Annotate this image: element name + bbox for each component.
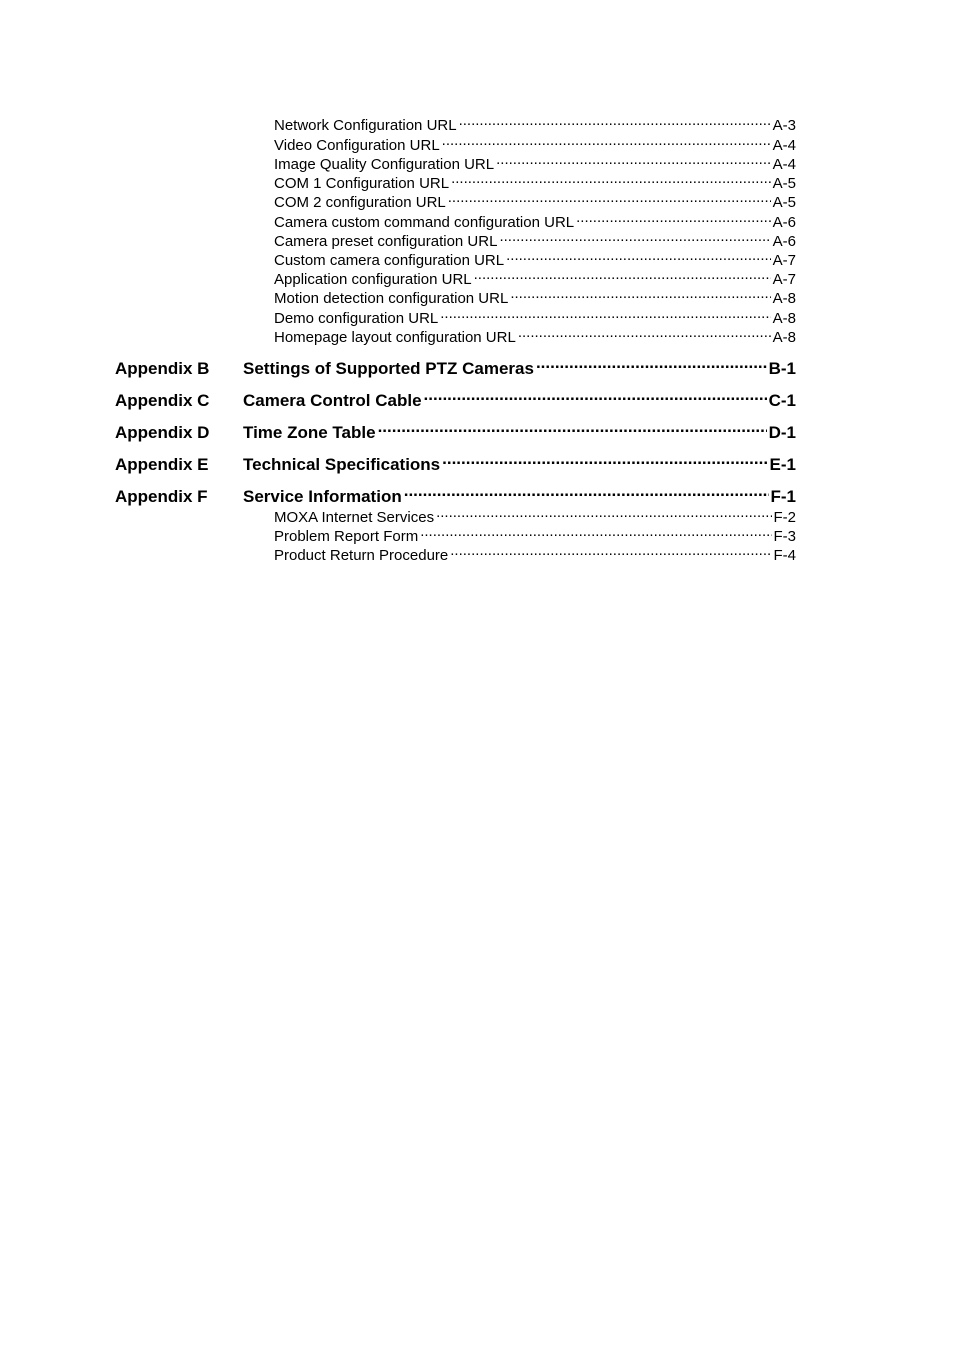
dot-leader	[436, 507, 771, 522]
toc-page-number: A-5	[772, 194, 796, 211]
appendix-label: Appendix E	[115, 455, 209, 474]
toc-page-number: D-1	[768, 423, 796, 442]
appendix-label: Appendix D	[115, 423, 210, 442]
toc-entry-com2-configuration-url[interactable]	[274, 192, 796, 211]
toc-page-number: A-6	[772, 233, 796, 250]
toc-page-number: C-1	[768, 391, 796, 410]
toc-entry-title: Application configuration URL	[274, 271, 472, 288]
toc-entry-title: COM 1 Configuration URL	[274, 175, 450, 192]
toc-entry-com1-configuration-url[interactable]	[274, 173, 796, 192]
toc-page-number: A-8	[772, 290, 796, 307]
toc-entry-camera-custom-command-configuration-url[interactable]	[274, 212, 796, 231]
toc-entry-title: Time Zone Table	[243, 423, 376, 442]
toc-entry-demo-configuration-url[interactable]	[274, 308, 796, 327]
toc-entry-moxa-internet-services[interactable]	[274, 507, 796, 526]
dot-leader	[378, 421, 767, 438]
dot-leader	[576, 212, 771, 227]
toc-appendix-c[interactable]	[115, 389, 796, 411]
toc-page-number: F-4	[773, 547, 796, 564]
toc-entry-title: MOXA Internet Services	[274, 509, 435, 526]
toc-entry-network-configuration-url[interactable]	[274, 115, 796, 134]
appendix-label: Appendix C	[115, 391, 210, 410]
toc-page-number: A-4	[772, 137, 796, 154]
toc-entry-title: Video Configuration URL	[274, 137, 440, 154]
dot-leader	[448, 192, 771, 207]
dot-leader	[442, 135, 771, 150]
toc-page-number: A-3	[772, 117, 796, 134]
dot-leader	[536, 357, 767, 374]
toc-entry-title: Service Information	[243, 487, 402, 506]
toc-entry-camera-preset-configuration-url[interactable]	[274, 231, 796, 250]
toc-page-number: F-2	[773, 509, 796, 526]
dot-leader	[442, 453, 767, 470]
toc-entry-title: Technical Specifications	[243, 455, 441, 474]
toc-page-number: F-3	[773, 528, 796, 545]
toc-entry-video-configuration-url[interactable]	[274, 135, 796, 154]
appendix-label: Appendix F	[115, 487, 208, 506]
toc-page-number: E-1	[769, 455, 796, 474]
toc-page-number: A-6	[772, 214, 796, 231]
dot-leader	[450, 545, 771, 560]
toc-entry-motion-detection-configuration-url[interactable]	[274, 288, 796, 307]
toc-entry-title: Motion detection configuration URL	[274, 290, 509, 307]
appendix-label: Appendix B	[115, 359, 210, 378]
toc-entry-title: Problem Report Form	[274, 528, 419, 545]
dot-leader	[496, 154, 771, 169]
toc-entry-title: Camera custom command configuration URL	[274, 214, 575, 231]
toc-entry-title: Camera preset configuration URL	[274, 233, 498, 250]
toc-entry-image-quality-configuration-url[interactable]	[274, 154, 796, 173]
dot-leader	[474, 269, 771, 284]
dot-leader	[440, 308, 770, 323]
toc-entry-custom-camera-configuration-url[interactable]	[274, 250, 796, 269]
toc-entry-homepage-layout-configuration-url[interactable]	[274, 327, 796, 346]
dot-leader	[499, 231, 770, 246]
toc-page-number: A-7	[772, 252, 796, 269]
toc-page-number: F-1	[770, 487, 796, 506]
toc-entry-title: Settings of Supported PTZ Cameras	[243, 359, 534, 378]
toc-page-number: A-8	[772, 329, 796, 346]
dot-leader	[424, 389, 767, 406]
dot-leader	[451, 173, 771, 188]
toc-entry-application-configuration-url[interactable]	[274, 269, 796, 288]
dot-leader	[510, 288, 770, 303]
toc-entry-title: Product Return Procedure	[274, 547, 449, 564]
toc-appendix-d[interactable]	[115, 421, 796, 443]
toc-page-number: A-8	[772, 310, 796, 327]
toc-appendix-e[interactable]	[115, 453, 796, 475]
toc-appendix-f[interactable]	[115, 485, 796, 507]
dot-leader	[506, 250, 771, 265]
toc-entry-title: Custom camera configuration URL	[274, 252, 505, 269]
toc-entry-title: Network Configuration URL	[274, 117, 457, 134]
toc-page-number: A-4	[772, 156, 796, 173]
toc-appendix-b[interactable]	[115, 357, 796, 379]
toc-entry-title: Homepage layout configuration URL	[274, 329, 516, 346]
dot-leader	[518, 327, 771, 342]
toc-entry-product-return-procedure[interactable]	[274, 545, 796, 564]
toc-entry-title: Demo configuration URL	[274, 310, 439, 327]
toc-entry-title: Camera Control Cable	[243, 391, 422, 410]
toc-entry-title: Image Quality Configuration URL	[274, 156, 495, 173]
dot-leader	[459, 115, 771, 130]
toc-page-number: A-5	[772, 175, 796, 192]
toc-entry-title: COM 2 configuration URL	[274, 194, 446, 211]
dot-leader	[420, 526, 771, 541]
dot-leader	[404, 485, 769, 502]
toc-page-number: B-1	[768, 359, 796, 378]
toc-page-number: A-7	[772, 271, 796, 288]
toc-entry-problem-report-form[interactable]	[274, 526, 796, 545]
